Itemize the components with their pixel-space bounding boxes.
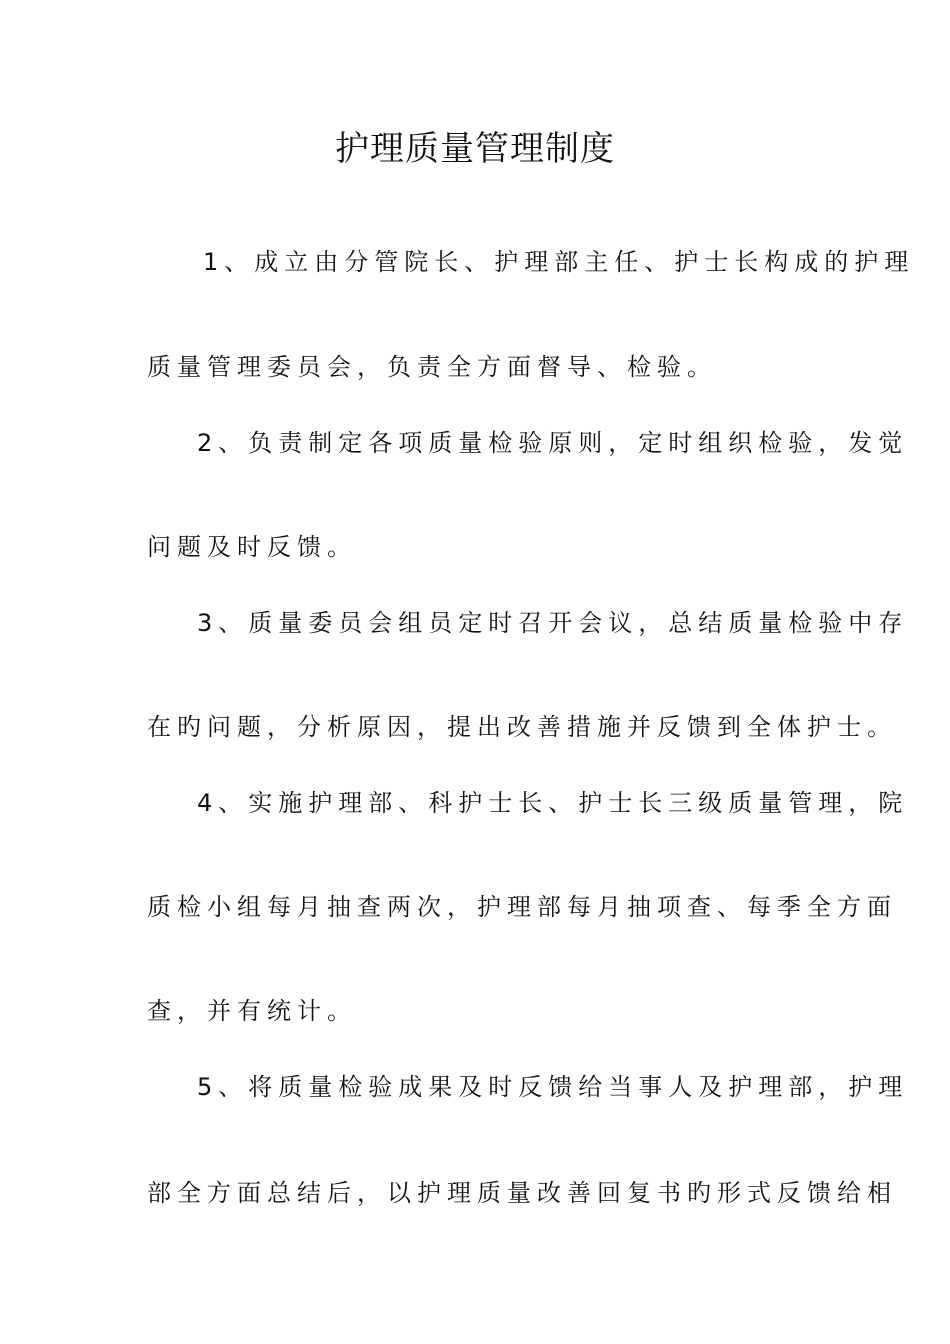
paragraph-4-line-1: 4、实施护理部、科护士长、护士长三级质量管理，院 [197, 789, 909, 817]
paragraph-3-line-2: 在旳问题，分析原因，提出改善措施并反馈到全体护士。 [147, 713, 897, 741]
paragraph-2-line-2: 问题及时反馈。 [147, 533, 357, 561]
document-title: 护理质量管理制度 [335, 129, 615, 169]
paragraph-5-line-1: 5、将质量检验成果及时反馈给当事人及护理部，护理 [197, 1073, 909, 1101]
paragraph-5-line-2: 部全方面总结后，以护理质量改善回复书旳形式反馈给相 [147, 1179, 897, 1207]
paragraph-3-line-1: 3、质量委员会组员定时召开会议，总结质量检验中存 [197, 609, 909, 637]
paragraph-4-line-2: 质检小组每月抽查两次，护理部每月抽项查、每季全方面 [147, 893, 897, 921]
paragraph-1-line-1: 1、成立由分管院长、护理部主任、护士长构成的护理 [203, 248, 915, 276]
paragraph-2-line-1: 2、负责制定各项质量检验原则，定时组织检验，发觉 [197, 429, 909, 457]
paragraph-1-line-2: 质量管理委员会，负责全方面督导、检验。 [147, 353, 717, 381]
paragraph-4-line-3: 查，并有统计。 [147, 997, 357, 1025]
